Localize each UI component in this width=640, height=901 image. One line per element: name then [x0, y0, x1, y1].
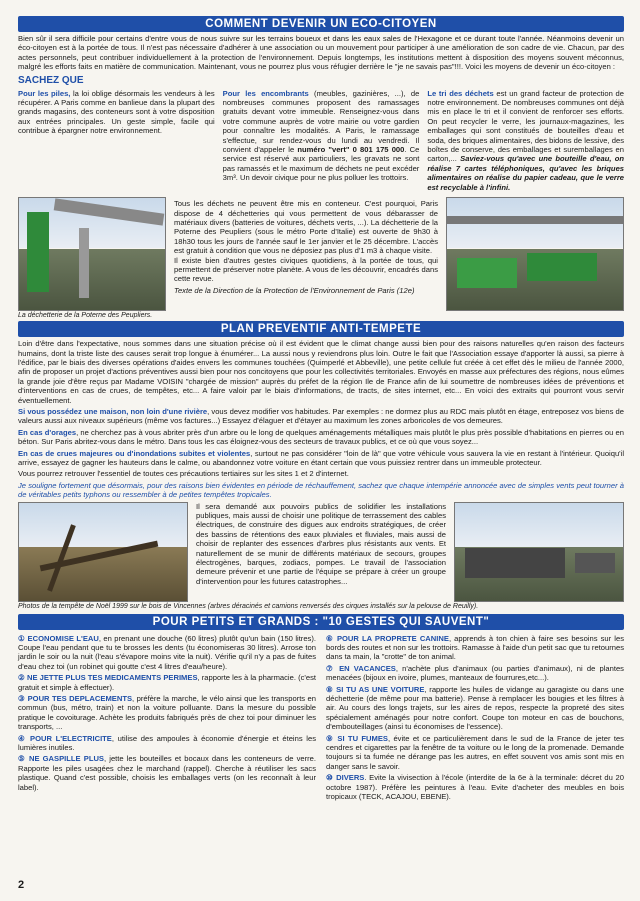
three-columns	[18, 87, 624, 194]
geste-lead: SI TU AS UNE VOITURE	[336, 684, 425, 694]
lead-maison: Si vous possédez une maison, non loin d'une rivière	[18, 406, 208, 416]
dechetterie-text: Tous les déchets ne peuvent être mis en conteneur. C'est pourquoi, Paris dispose de 4 déchetteries qui vous permettent de vous débarasser de matériaux divers (batteries de voitures, déchets verts, ...). La déchetterie de la Poterne des Peupliers (sous le métro Porte d'Italie) est ouverte de 9h30 à 18h30 tous les jours de l'année sauf le 1er janvier et le 25 décembre. L'accès est gratuit à condition que vous ne déposiez pas plus d'1 m3 à chaque visite. Il existe bien d'autres gestes civiques quotidiens, à la portée de tous, qui permettent de préserver notre planète. A vous de les découvrir, encadrés dans cette revue.	[174, 199, 438, 284]
geste-n: ②	[18, 673, 25, 683]
geste-n: ⑦	[326, 663, 335, 673]
containers-photo-block	[446, 197, 624, 319]
geste-item	[18, 734, 316, 753]
geste-text: , jette les bouteilles et bocaux dans les conteneurs de verre. Rapporte les piles usagées chez le marchand (rappel). Cherche à réutiliser les sacs plastique. Quand c'est possible, choisis les emballages verts (on les reconnaît à leur label).	[18, 754, 316, 792]
gestes-right-column	[326, 632, 624, 804]
geste-n: ⑤	[18, 754, 26, 764]
section-title-10-gestes: POUR PETITS ET GRANDS : "10 GESTES QUI SAUVENT"	[18, 614, 624, 630]
geste-lead: POUR L'ELECTRICITE	[30, 733, 112, 743]
geste-item	[326, 664, 624, 683]
geste-item	[18, 673, 316, 692]
magazine-page	[18, 16, 624, 804]
containers-photo	[446, 197, 624, 311]
dechetterie-caption: La déchetterie de la Poterne des Peupliers.	[18, 312, 153, 320]
geste-n: ⑨	[326, 733, 335, 743]
tempete-caption: Photos de la tempête de Noël 1999 sur le bois de Vincennes (arbres déracinés et camions renversés des cirques installés sur la pelouse de Reuilly).	[18, 602, 479, 610]
geste-item	[326, 634, 624, 662]
lead-piles: Pour les piles,	[18, 88, 71, 98]
geste-text: , apprends à ton chien à faire ses besoins sur les bords des routes et non sur les trottoirs. Ramasse à l'aide d'un petit sac que tu retournes dans ta main, la "crotte" de ton animal.	[326, 633, 624, 662]
geste-text: . Evite la vivisection à l'école (interdite de la 6e à la terminale: décret du 20 octobre 1987). Préfère les peintures à l'eau. Evite d'acheter des meubles en bois tropicaux (TECK, ACAJOU, EBENE).	[326, 773, 624, 802]
source-text: Texte de la Direction de la Protection de l'Environnement de Paris (12e)	[174, 285, 415, 295]
text-orages: , ne cherchez pas à vous abriter près d'un arbre ou le long de quelques aménagements métalliques mais plutôt le plus près possible d'habitations en pierres ou en béton. Sur Paris abritez-vous dans le métro. Dans tous les cas éloignez-vous des secteurs de travaux publics, et ce où que vous soyez...	[18, 427, 624, 447]
tempete-p6: Je souligne fortement que désormais, pour des raisons bien évidentes en période de réchauffement, sachez que chaque intempérie annoncée avec de simples vents peut tourner à de véritables petits typhons ou ressembler à de petites tempêtes tropicales.	[18, 480, 624, 500]
dechetterie-photo	[18, 197, 166, 311]
phone-number: numéro "vert" 0 801 175 000	[297, 145, 405, 155]
geste-text: , n'achète plus d'animaux (ou parties d'animaux), ni de plantes menacées (bijoux en ivoire, plumes, manteaux de fourrures,etc...).	[326, 663, 624, 683]
tempete-photos-row	[18, 502, 624, 602]
geste-item	[18, 754, 316, 792]
dechetterie-text-block	[174, 197, 438, 319]
tempete-p5: Vous pourrez retrouver l'essentiel de toutes ces précautions tertiaires sur les sites 1 et 2 d'internet.	[18, 469, 349, 479]
geste-item	[326, 685, 624, 732]
geste-lead: NE JETTE PLUS TES MEDICAMENTS PERIMES	[26, 673, 198, 683]
text-crues: , surtout ne pas considérer "loin de là" que votre véhicule vous sauvera la vie en restant à l'intérieur. Quoiqu'il arrive, essayez de gagner les hauteurs dans le calme, ou abandonnez votre voiture en étant certain que vous puissiez rentrer dans un immeuble protecteur.	[18, 448, 625, 467]
geste-text: , rapporte les à la pharmacie. (c'est gratuit et simple à effectuer).	[18, 673, 316, 692]
geste-text: , en prenant une douche (60 litres) plutôt qu'un bain (150 litres). Coupe l'eau pendant que tu te brosses les dents (tu économiseras 30 litres). Arrose ton jardin le soir ou la nuit (l'eau s'évapore moins vite la nuit). Vérifie qu'il n'y a pas de fuites d'eau chez toi (un robinet qui goutte c'est 4 litres d'eau/heure).	[18, 633, 316, 671]
geste-text: , rapporte les huiles de vidange au garagiste ou dans une déchetterie (de même pour ma batterie). Pense à remplacer les bougies et les filtres à air. Au cours des longs trajets, sur les aires de repos, respecte la propreté des sites spécialement aménagés pour notre confort. Coupe ton moteur en cas de bouchons, d'embouteillages (ainsi tu économises de l'essence).	[326, 684, 624, 732]
tempete-middle-text: Il sera demandé aux pouvoirs publics de solidifier les installations publiques, mais aussi de choisir une politique de terrassement des cables électriques, de construire des digues aux endroits stratégiques, de créer des bassins de rétentions des eaux pluviales et fluviales, mais aussi de choisir de replanter des essences d'arbres plus résistants aux vents. Et naturellement de se munir de différents matériaux de secours, groupes électrogènes, barques, zodiacs, pompes. Le travail de l'association demeure prévenir et une partie de l'équipe se prépare à créer un groupe d'intervention pour les futures catastrophes...	[196, 501, 446, 586]
lead-crues: En cas de crues majeures ou d'inondations subites et violentes	[18, 448, 251, 458]
sachez-heading: SACHEZ QUE	[18, 74, 84, 86]
column-encombrants	[223, 89, 420, 192]
saviez-vous: Saviez-vous qu'avec une bouteille d'eau, on réalise 7 cartes téléphoniques, qu'avec les briques alimentaires on réalise du papier cadeau, que le verre est recyclable à l'infini.	[427, 154, 625, 192]
geste-lead: ECONOMISE L'EAU	[27, 633, 99, 643]
geste-lead: SI TU FUMES	[337, 733, 388, 743]
geste-text: , préfère la marche, le vélo ainsi que les transports en commun (bus, métro, train) et non la voiture polluante. Dans la mesure du possible pratique le covoiturage. Achète les produits fabriqués près de chez toi pour diminuer les transports, ...	[18, 694, 316, 732]
geste-lead: DIVERS	[336, 773, 365, 783]
geste-lead: NE GASPILLE PLUS	[28, 754, 105, 764]
lead-orages: En cas d'orages	[18, 427, 77, 437]
geste-n: ①	[18, 633, 26, 643]
dechetterie-photo-block	[18, 197, 166, 319]
text-encombrants: (meubles, gazinières, ...), de nombreuses communes proposent des ramassages gratuits devant votre immeuble. Renseignez-vous dans votre commune auprès de votre mairie ou votre gardien pour connaître les modalités. A Paris, le ramassage s'effectue, sur rendez-vous du lundi au vendredi. Il convient d'appeler le	[222, 88, 420, 155]
intro-paragraph: Bien sûr il sera difficile pour certains d'entre vous de nous suivre sur les terrains boueux et dans les eaux sales de l'Hexagone et ce durant toute l'année. Néanmoins devenir un éco-citoyen est à la portée de tous. Il n'est pas nécessaire d'adhérer à une association ou un mouvement pour participer à une amélioration de son cadre de vie. Chacun, par des actes personnels, peut contribuer individuellement à la protection de l'environnement. Depuis longtemps, les institutions mettent à disposition des moyens souvent méconnus, malgré les efforts faits en matière de communication. Maintenant, vous ne pourrez plus vous réfugier derrière le "je ne savais pas"!!!. Voici les moyens de devenir un éco-citoyen :	[18, 34, 624, 72]
section-title-anti-tempete: PLAN PREVENTIF ANTI-TEMPETE	[18, 321, 624, 337]
geste-text: , évite et ce particulièrement dans le sud de la France de jeter tes cendres et cigarettes par la fenêtre de ta voiture ou le long de la promenade. Demande toujours si ta fumée ne dérange pas les autres, en effet souvent vos amis sont mis en danger sans le savoir.	[326, 733, 624, 771]
geste-n: ⑧	[326, 684, 334, 694]
geste-item	[326, 773, 624, 801]
text-encombrants-2: . Ce service est réservé aux particuliers, les gravats ne sont pas ramassés et le maximum de déchets ne peut excéder 3m³. Un devoir civique pour ne plus polluer les trottoirs.	[222, 145, 420, 183]
tempete-p3	[18, 428, 624, 447]
geste-lead: EN VACANCES	[339, 663, 396, 673]
geste-item	[18, 634, 316, 672]
geste-n: ⑥	[326, 633, 334, 643]
geste-lead: POUR LA PROPRETE CANINE	[336, 633, 449, 643]
geste-item	[18, 694, 316, 732]
page-number: 2	[18, 879, 25, 891]
column-tri	[427, 89, 624, 192]
text-maison: , vous devez modifier vos habitudes. Par exemples : ne dormez plus au RDC mais plutôt en étage, entreposez vos biens de valeurs aussi aux niveaux supérieurs (même vos factures...) Essayez d'élaguer et d'étayer au maximum les zones arboricoles de vos demeures.	[18, 406, 624, 426]
tempete-p1: Loin d'être dans l'expectative, nous sommes dans une situation précise où il est évident que le climat change aussi bien pour des raisons naturelles qu'en raison des facteurs humains, dont la triste liste des causes serait trop longue à énumérer... La aussi nous y reviendrons plus loin. Outre le fait que l'Association essaye d'apporter là aussi, sa pierre à l'édifice, par le biais des diverses opérations d'aides envers les communes touchées (Quimperlé et Abbeville), une petite cellule fut créée à cet effet dès le milieu de l'année 2000, afin de proposer un projet d'actions préventives aussi bien pour nos concitoyens que pour les collectivités territoriales. Envoyés en masse aux préfectures des régions, nous eûmes la grande joie d'être reçus par Madame VOISIN "chargée de mission" auprès du préfet de la région Ile de France afin de lui soumettre de nombreuses idées de préventions et d'interventions en cas de crues, de tempêtes, etc... A faire valoir par le biais d'informations, de tracts, de sites internet, etc... En voici des extraits qui pourront vous servir éventuellement.	[18, 339, 624, 405]
tempete-photo-trees	[18, 502, 188, 602]
geste-n: ⑩	[326, 773, 334, 783]
gestes-columns	[18, 632, 624, 804]
tempete-p4	[18, 449, 624, 468]
dechetterie-row	[18, 197, 624, 319]
text-piles: la loi oblige désormais les vendeurs à les récupérer. A Paris comme en banlieue dans la plupart des grands magasins, des conteneurs sont à votre disposition aux entrées principales. Un geste simple, facile qui contribue à épargner notre environnement.	[18, 88, 215, 136]
geste-n: ④	[18, 733, 27, 743]
column-piles	[18, 89, 215, 192]
geste-n: ③	[18, 694, 26, 704]
geste-lead: POUR TES DEPLACEMENTS	[27, 694, 133, 704]
tempete-photo-trucks	[454, 502, 624, 602]
gestes-left-column	[18, 632, 316, 804]
lead-encombrants: Pour les encombrants	[222, 88, 309, 98]
text-tri: est un grand facteur de protection de notre environnement. De nombreuses communes ont déjà mis en place le tri et il convient de renforcer ses efforts. On peut recycler le verre, les journaux-magazines, les emballages qui sont constitués de bouteilles d'eau et soda, des briques alimentaires, des bidons de lessive, des boîtes de conserve, des emballages et suremballages en carton,...	[427, 88, 625, 164]
section-title-eco-citoyen: COMMENT DEVENIR UN ECO-CITOYEN	[18, 16, 624, 32]
lead-tri: Le tri des déchets	[427, 88, 494, 98]
geste-text: , utilise des ampoules à économie d'énergie et éteins les lumières inutiles.	[18, 733, 317, 753]
tempete-p2	[18, 407, 624, 426]
geste-item	[326, 734, 624, 772]
